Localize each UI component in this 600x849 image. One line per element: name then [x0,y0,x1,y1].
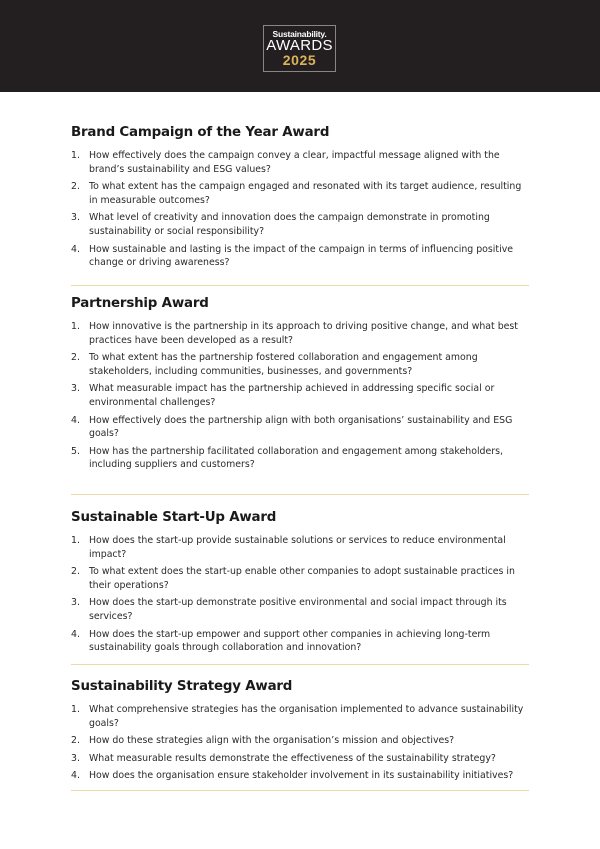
item-text: To what extent has the partnership fostered collaboration and engagement among stakeholders, including communities, businesses, and governments? [89,352,478,377]
item-text: How effectively does the partnership align with both organisations’ sustainability and ESG goals? [89,414,513,440]
list-item [71,351,529,378]
list-item [71,180,529,207]
item-text: How does the start-up provide sustainable solutions or services to reduce environmental impact? [89,535,506,560]
list-item [71,628,529,655]
item-text: What level of creativity and innovation does the campaign demonstrate in promoting sustainability or social responsibility? [89,212,490,237]
item-number: 1. [71,704,80,715]
logo-awards: AWARDS [266,37,333,54]
item-number: 3. [71,212,80,224]
criteria-list [71,320,529,472]
criteria-list [71,703,529,783]
section-title: Sustainability Strategy Award [71,679,293,694]
item-number: 3. [71,752,80,764]
awards-logo [263,25,336,72]
item-number: 2. [71,566,80,578]
list-item [71,149,529,176]
section-title: Partnership Award [71,296,209,311]
list-item [71,382,529,409]
section-title: Brand Campaign of the Year Award [71,125,330,140]
item-text: To what extent does the start-up enable other companies to adopt sustainable practices in their operations? [89,566,515,591]
item-text: How does the organisation ensure stakeholder involvement in its sustainability initiatives? [89,770,514,782]
item-text: How innovative is the partnership in its approach to driving positive change, and what best practices have been developed as a result? [89,321,518,346]
item-number: 1. [71,150,80,161]
section-title: Sustainable Start-Up Award [71,510,277,525]
list-item [71,414,529,441]
item-text: How does the start-up demonstrate positive environmental and social impact through its services? [89,597,507,622]
section-divider [71,494,529,495]
item-number: 4. [71,628,80,640]
list-item [71,534,529,561]
item-text: What measurable results demonstrate the effectiveness of the sustainability strategy? [89,752,496,764]
criteria-list [71,149,529,270]
item-number: 4. [71,414,80,426]
list-item [71,596,529,623]
section-strategy [71,678,529,787]
item-number: 4. [71,243,80,255]
item-text: How effectively does the campaign convey a clear, impactful message aligned with the brand’s sustainability and ESG values? [89,150,500,175]
section-divider [71,664,529,665]
item-text: How does the start-up empower and support other companies in achieving long-term sustainability goals through collaboration and innovation? [89,628,491,654]
list-item [71,211,529,238]
list-item [71,769,529,783]
item-text: How has the partnership facilitated collaboration and engagement among stakeholders, including suppliers and customers? [89,445,503,471]
item-number: 3. [71,597,80,609]
item-text: How do these strategies align with the organisation’s mission and objectives? [89,735,455,747]
list-item [71,243,529,270]
list-item [71,752,529,766]
item-number: 4. [71,770,80,782]
item-text: What measurable impact has the partnership achieved in addressing specific social or environmental challenges? [89,383,495,408]
item-text: How sustainable and lasting is the impact of the campaign in terms of influencing positive change or driving awareness? [89,243,514,269]
item-number: 5. [71,445,80,457]
item-text: To what extent has the campaign engaged and resonated with its target audience, resulting in measurable outcomes? [89,181,522,206]
list-item [71,445,529,472]
logo-brand: Sustainability. [272,29,327,39]
item-number: 3. [71,383,80,395]
criteria-list [71,534,529,655]
section-divider [71,790,529,791]
list-item [71,734,529,748]
item-number: 2. [71,352,80,364]
section-divider [71,285,529,286]
item-number: 1. [71,535,80,546]
list-item [71,320,529,347]
list-item [71,565,529,592]
section-brand-campaign [71,124,529,274]
item-number: 2. [71,181,80,193]
logo-year: 2025 [282,52,317,68]
list-item [71,703,529,730]
item-number: 1. [71,321,80,332]
page-header [0,0,600,92]
item-text: What comprehensive strategies has the organisation implemented to advance sustainability goals? [89,704,524,729]
section-start-up [71,509,529,659]
item-number: 2. [71,735,80,747]
section-partnership [71,295,529,476]
